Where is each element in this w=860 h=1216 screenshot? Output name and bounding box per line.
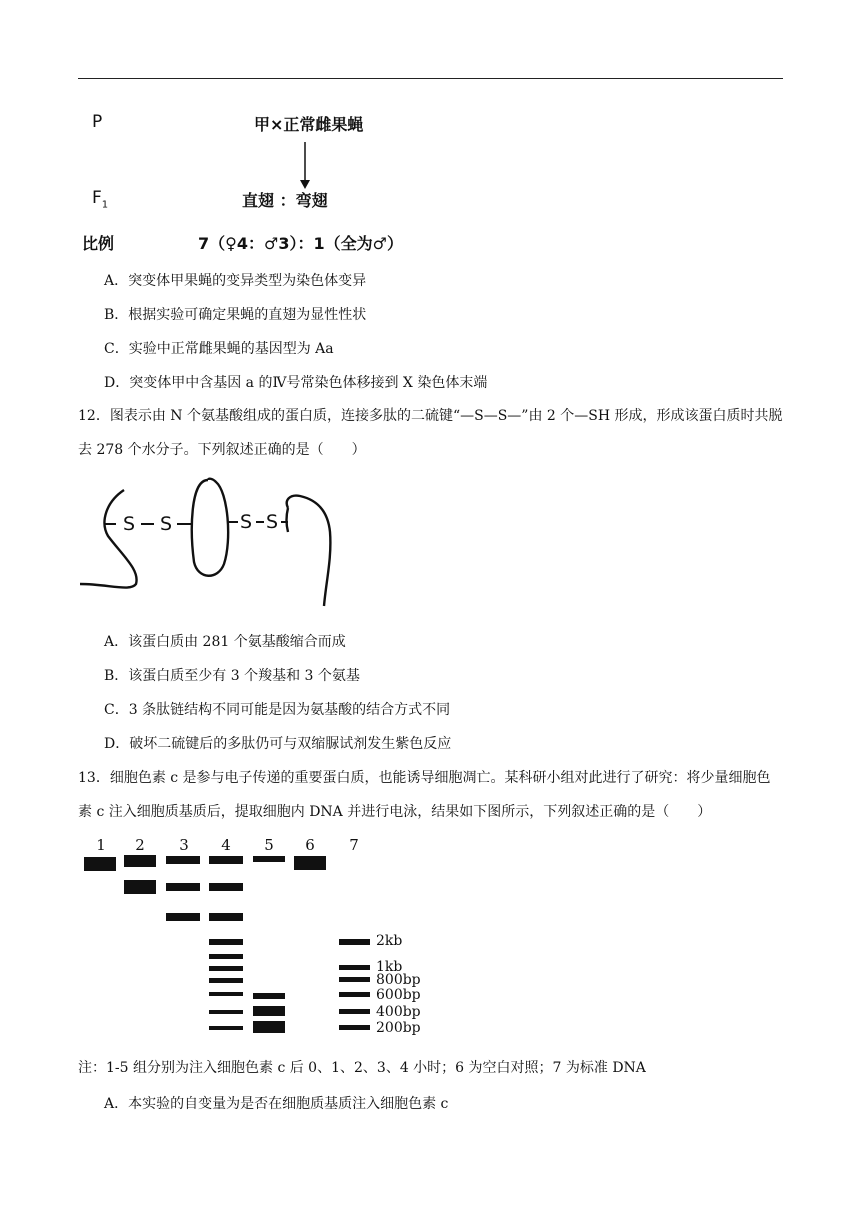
p-label: P: [92, 112, 103, 132]
band-lane4-genomic: [209, 856, 243, 864]
marker-label-800bp: 800bp: [376, 972, 421, 988]
band-lane3-fragment-1: [166, 883, 200, 891]
q11-option-b: B．根据实验可确定果蝇的直翅为显性性状: [104, 307, 367, 323]
ratio-label: 比例: [82, 234, 115, 253]
peptide-chain-1: [80, 490, 137, 588]
s-label-2: S: [160, 513, 173, 535]
band-lane4-fragment: [209, 913, 243, 921]
marker-label-1kb: 1kb: [376, 959, 403, 975]
band-lane4-fragment: [209, 883, 243, 891]
marker-band-200bp: [339, 1025, 370, 1030]
electrophoresis-gel: [0, 830, 860, 1045]
band-lane4-ladder: [209, 1010, 243, 1014]
f1-subscript: 1: [101, 199, 109, 211]
marker-band-800bp: [339, 977, 370, 982]
marker-label-200bp: 200bp: [376, 1020, 421, 1036]
marker-label-600bp: 600bp: [376, 987, 421, 1003]
peptide-chain-1-tail: [114, 492, 136, 584]
band-lane5-fragment: [253, 1021, 285, 1033]
band-lane4-ladder: [209, 1026, 243, 1030]
band-lane4-ladder: [209, 966, 243, 971]
band-lane4-ladder: [209, 978, 243, 983]
marker-band-600bp: [339, 992, 370, 997]
ratio-value: 7（♀4：♂3）：1（全为♂）: [198, 234, 403, 253]
band-lane5-fragment: [253, 993, 285, 999]
band-lane6-genomic: [294, 856, 326, 870]
arrow-down-icon: [298, 142, 312, 190]
lane-label-2: 2: [135, 836, 145, 854]
lane-label-4: 4: [221, 836, 231, 854]
f1-label: [92, 188, 108, 210]
q12-option-c: C．3 条肽链结构不同可能是因为氨基酸的结合方式不同: [104, 702, 451, 718]
band-lane3-genomic: [166, 856, 200, 864]
lane-label-7: 7: [349, 836, 359, 854]
band-lane3-fragment-2: [166, 913, 200, 921]
header-rule: [78, 78, 783, 79]
lane-label-6: 6: [305, 836, 315, 854]
band-lane5-genomic: [253, 856, 285, 862]
band-lane1-genomic: [84, 857, 116, 871]
parents-label: 甲×正常雌果蝇: [254, 115, 364, 134]
marker-band-2kb: [339, 939, 370, 945]
band-lane4-ladder: [209, 939, 243, 945]
q11-option-d: D．突变体甲中含基因 a 的Ⅳ号常染色体移接到 X 染色体末端: [104, 375, 488, 391]
lane-label-3: 3: [179, 836, 189, 854]
phenotypes-label: 直翅 ：弯翅: [242, 191, 328, 210]
protein-disulfide-figure: [78, 472, 358, 612]
marker-label-2kb: 2kb: [376, 933, 403, 949]
q13-stem: 13．细胞色素 c 是参与电子传递的重要蛋白质，也能诱导细胞凋亡。某科研小组对此进行了研究：将少量细胞色素 c 注入细胞质基质后，提取细胞内 DNA 并进行电泳，结果如下图所示，下列叙述正确的是（ ）: [78, 770, 771, 820]
marker-band-1kb: [339, 965, 370, 970]
band-lane4-ladder: [209, 954, 243, 959]
marker-band-400bp: [339, 1009, 370, 1014]
s-label-3: S: [240, 511, 253, 533]
band-lane2-genomic: [124, 855, 156, 867]
q12-option-d: D．破坏二硫键后的多肽仍可与双缩脲试剂发生紫色反应: [104, 736, 452, 752]
q11-option-c: C．实验中正常雌果蝇的基因型为 Aa: [104, 341, 334, 357]
peptide-chain-3: [287, 496, 331, 606]
lane-label-5: 5: [264, 836, 274, 854]
peptide-chain-3-stub: [287, 508, 289, 532]
q13-option-a: A．本实验的自变量为是否在细胞质基质注入细胞色素 c: [104, 1096, 449, 1112]
s-label-4: S: [266, 511, 279, 533]
marker-label-400bp: 400bp: [376, 1004, 421, 1020]
q11-option-a: A．突变体甲果蝇的变异类型为染色体变异: [104, 273, 367, 289]
q12-stem: 12．图表示由 N 个氨基酸组成的蛋白质，连接多肽的二硫键“—S—S—”由 2 个—SH 形成，形成该蛋白质时共脱去 278 个水分子。下列叙述正确的是（ ）: [78, 408, 783, 458]
q12-option-a: A．该蛋白质由 281 个氨基酸缩合而成: [104, 634, 346, 650]
s-label-1: S: [123, 513, 136, 535]
q13-note: 注：1-5 组分别为注入细胞色素 c 后 0、1、2、3、4 小时；6 为空白对照；7 为标准 DNA: [78, 1060, 646, 1076]
peptide-chain-2: [192, 479, 228, 576]
cross-diagram: [0, 100, 860, 260]
f1-text: F: [92, 188, 102, 208]
q12-option-b: B．该蛋白质至少有 3 个羧基和 3 个氨基: [104, 668, 360, 684]
band-lane2-fragment: [124, 880, 156, 894]
band-lane5-fragment: [253, 1006, 285, 1016]
band-lane4-ladder: [209, 992, 243, 996]
lane-label-1: 1: [96, 836, 106, 854]
